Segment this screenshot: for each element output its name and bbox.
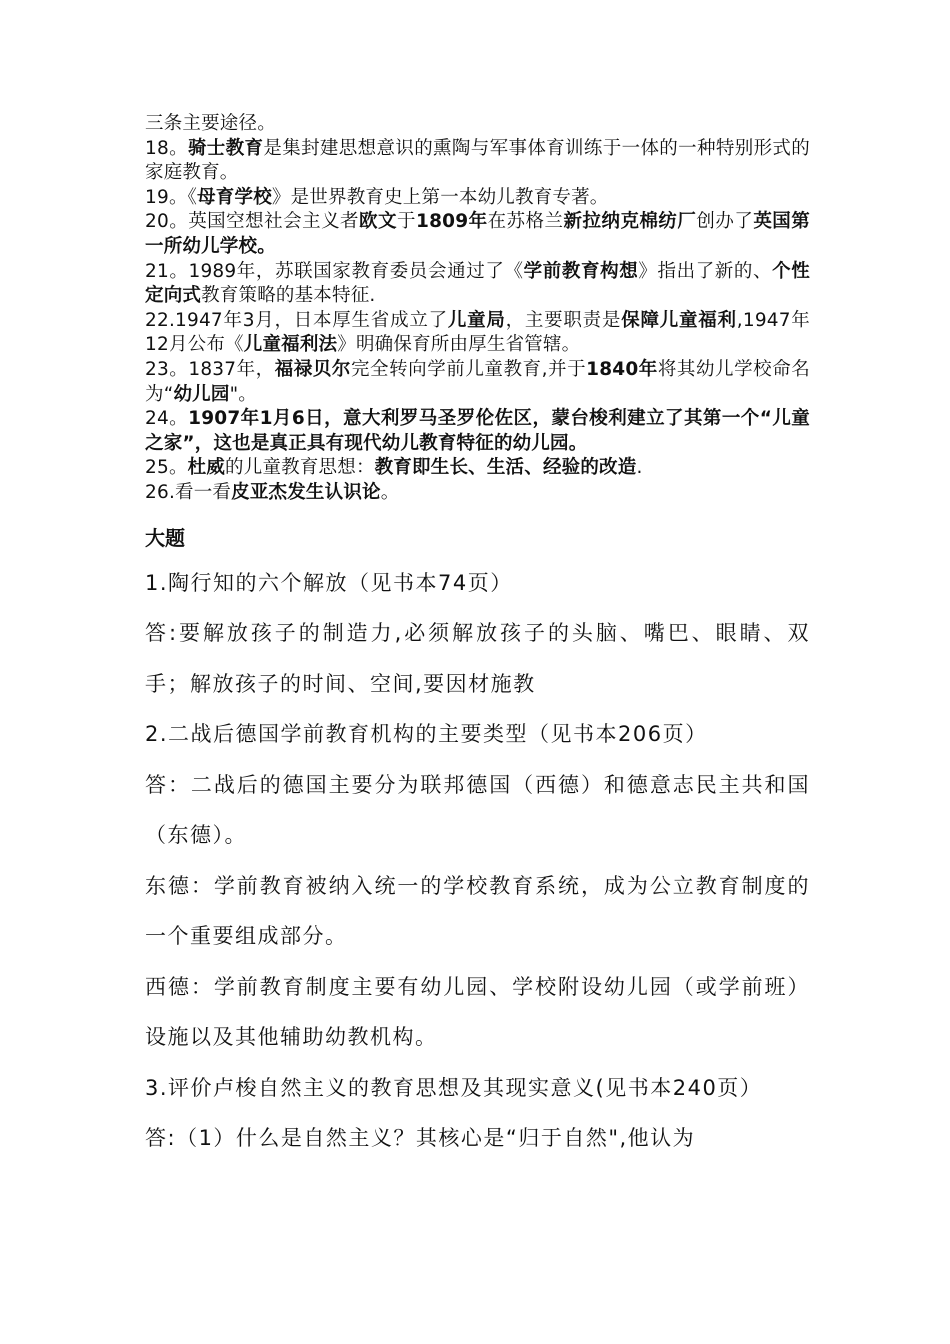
text-span: 。	[380, 481, 400, 503]
bold-text: 1809年	[416, 211, 488, 233]
bold-text: 儿童局	[447, 309, 506, 331]
text-span: 》是世界教育史上第一本幼儿教育专著。	[271, 186, 609, 208]
bold-text: 学前教育构想	[523, 260, 639, 282]
bold-text: 1840年	[586, 358, 658, 380]
text-span: 19。《	[145, 186, 198, 208]
list-item	[145, 481, 810, 506]
bold-text: 母育学校	[197, 186, 272, 208]
list-item	[145, 210, 810, 259]
bold-text: 英国第一所幼儿学校。	[145, 211, 810, 257]
text-span: 的儿童教育思想：	[225, 457, 375, 479]
bold-text: 欧文	[359, 211, 398, 233]
text-span: 22.1947年3月，日本厚生省成立了	[145, 309, 448, 331]
paragraph: 答:（1）什么是自然主义？其核心是“归于自然",他认为	[145, 1126, 696, 1150]
text-span: 24。	[145, 408, 189, 430]
bold-text: 幼儿园	[173, 383, 230, 405]
text-span: 20。英国空想社会主义者	[145, 211, 360, 233]
text-span: 21。1989年，苏联国家教育委员会通过了《	[145, 260, 524, 282]
paragraph: 答：二战后的德国主要分为联邦德国（西德）和德意志民主共和国（东德）。	[145, 772, 810, 847]
text-span: 三条主要途径。	[145, 113, 276, 134]
text-span: ，主要职责是	[505, 309, 622, 331]
paragraph: 2.二战后德国学前教育机构的主要类型（见书本206页）	[145, 722, 708, 746]
list-item	[145, 112, 810, 137]
section-title: 大题	[145, 525, 185, 550]
bold-text: 教育即生长、生活、经验的改造	[374, 457, 637, 479]
text-span: "。	[229, 383, 258, 405]
bold-text: 骑士教育	[187, 137, 264, 159]
text-span: 26.看一看	[145, 481, 232, 503]
text-span: 25。	[145, 457, 188, 479]
text-span: 》指出了新的、	[638, 260, 773, 282]
text-span: 创办了	[696, 211, 754, 233]
text-span: 23。1837年，	[145, 358, 275, 380]
bold-text: 儿童福利法	[243, 334, 338, 356]
text-span: 教育策略的基本特征.	[201, 285, 376, 307]
text-span: 于	[397, 211, 416, 233]
list-item	[145, 186, 810, 211]
paragraph: 答:要解放孩子的制造力,必须解放孩子的头脑、嘴巴、眼睛、双手；解放孩子的时间、空间,要因材施教	[145, 621, 810, 696]
list-item	[145, 358, 810, 407]
text-span: 是集封建思想意识的熏陶与军事体育训练于一体的一种特别形式的家庭教育。	[145, 137, 810, 184]
bold-text: 福禄贝尔	[274, 358, 351, 380]
short-answer-list	[145, 112, 810, 506]
bold-text: 个性定向式	[145, 260, 810, 307]
bold-text: 皮亚杰发生认识论	[231, 481, 381, 503]
list-item	[145, 137, 810, 186]
bold-text: 1907年1月6日，意大利罗马圣罗伦佐区，蒙台梭利建立了其第一个“儿童之家”，这也是真正具有现代幼儿教育特征的幼儿园。	[145, 408, 810, 454]
list-item	[145, 260, 810, 309]
long-answer-list	[145, 558, 810, 1164]
bold-text: 保障儿童福利	[621, 309, 737, 331]
list-item	[145, 309, 810, 358]
document-page	[145, 112, 810, 1164]
list-item	[145, 407, 810, 456]
bold-text: 新拉纳克棉纺厂	[563, 211, 697, 233]
list-item	[145, 456, 810, 481]
paragraph: 西德：学前教育制度主要有幼儿园、学校附设幼儿园（或学前班）设施以及其他辅助幼教机构。	[145, 974, 810, 1049]
text-span: 完全转向学前儿童教育,并于	[350, 358, 587, 380]
text-span: 18。	[145, 137, 188, 159]
text-span: 将其幼儿学校命名为“	[145, 358, 810, 405]
text-span: 》明确保育所由厚生省管辖。	[337, 334, 581, 356]
text-span: .	[636, 457, 643, 479]
paragraph: 3.评价卢梭自然主义的教育思想及其现实意义(见书本240页）	[145, 1075, 763, 1100]
text-span: ,1947年12月公布《	[145, 309, 810, 356]
paragraph: 1.陶行知的六个解放（见书本74页）	[145, 570, 513, 595]
text-span: 在苏格兰	[487, 211, 564, 233]
paragraph: 东德：学前教育被纳入统一的学校教育系统，成为公立教育制度的一个重要组成部分。	[145, 873, 810, 948]
bold-text: 杜威	[187, 457, 226, 479]
